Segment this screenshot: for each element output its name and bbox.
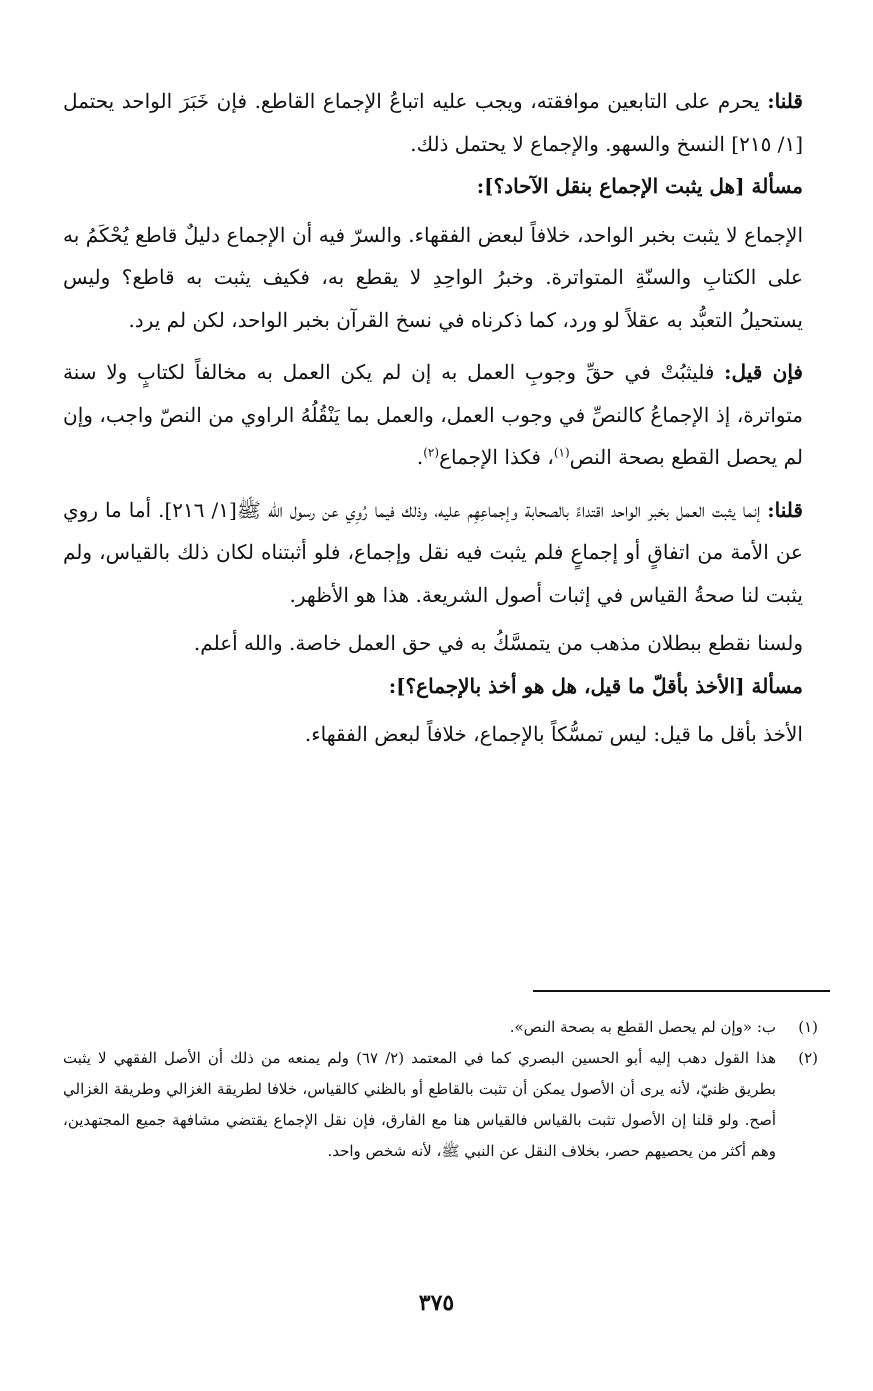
footnote-separator <box>533 990 830 992</box>
paragraph-text: الأخذ بأقل ما قيل: ليس تمسُّكاً بالإجماع، خلافاً لبعض الفقهاء. <box>304 722 803 746</box>
paragraph-text: الإجماع لا يثبت بخبر الواحد، خلافاً لبعض الفقهاء. والسرّ فيه أن الإجماع دليلٌ قاطع يُحْكَمُ به على الكتابِ والسنّةِ المتواترة. وخبرُ الواحِدِ لا يقطع به، فكيف يثبت به قاطع؟ وليس يستحيلُ التعبُّد به عقلاً لو ورد، كما ذكرناه في نسخ القرآن بخبر الواحد، لكن لم يرد. <box>63 222 803 332</box>
section-heading-2: مسألة [الأخذ بأقلّ ما قيل، هل هو أخذ بالإجماع؟]: <box>388 673 803 698</box>
paragraph-text: إنما يثبت العمل بخبر الواحد اقتداءً بالصحابة وإجماعِهِم عليه، وذلك فيما رُوِي عن رسول الله ﷺ[١/ ٢١٦]. أما ما روي عن الأمة من اتفاقٍ أو إجماعٍ فلم يثبت فيه نقل وإجماع، فلو أثبتناه لكان ذلك بالقياس، ولم يثبت لنا صحةُ القياس في إثبات أصول الشريعة. هذا هو الأظهر. <box>63 497 803 607</box>
footnote-number: (٢) <box>798 1049 818 1067</box>
main-text <box>63 80 803 756</box>
paragraph-lead: فإن قيل: <box>724 360 803 384</box>
paragraph-1 <box>63 80 803 165</box>
paragraph-6 <box>63 713 803 756</box>
paragraph-text-continued: ، فكذا الإجماع <box>439 445 554 469</box>
paragraph-lead: قلنا: <box>767 89 803 113</box>
footnote-ref-2[interactable]: (٢) <box>423 445 440 460</box>
paragraph-text-end: . <box>416 445 424 469</box>
paragraph-2 <box>63 214 803 342</box>
section-heading-1: مسألة [هل يثبت الإجماع بنقل الآحاد؟]: <box>476 174 803 198</box>
paragraph-text: فليثبُتْ في حقِّ وجوبِ العمل به إن لم يكن العمل به مخالفاً لكتابٍ ولا سنة متواترة، إذ الإجماعُ كالنصِّ في وجوب العمل، والعمل بما يَنْقُلُهُ الراوي من النصّ واجب، وإن لم يحصل القطع بصحة النص <box>63 360 803 469</box>
footnote-ref-1[interactable]: (١) <box>553 445 570 460</box>
page-number: ٣٧٥ <box>418 1290 455 1316</box>
footnote-2 <box>63 1043 818 1167</box>
footnote-text: هذا القول دهب إليه أبو الحسين البصري كما في المعتمد (٢/ ٦٧) ولم يمنعه من ذلك أن الأصل الفقهي لا يثبت بطريق ظنيّ، لأنه يرى أن الأصول يمكن أن تثبت بالقاطع أو بالظني كالقياس، خلافا لطريقة الغزالي وطريقة الغزالي أصح. ولو قلنا إن الأصول تثبت بالقياس فالقياس هنا مع الفارق، فإن نقل الإجماع يقتضي مشافهة جميع المجتهدين، وهم أكثر من يحصيهم حصر، بخلاف النقل عن النبي ﷺ، لأنه شخص واحد. <box>63 1049 776 1160</box>
footnote-text: ب: «وإن لم يحصل القطع به بصحة النص». <box>509 1018 776 1036</box>
footnote-1 <box>63 1012 818 1043</box>
paragraph-3 <box>63 351 803 479</box>
paragraph-lead: قلنا: <box>767 497 803 522</box>
paragraph-text: ولسنا نقطع ببطلان مذهب من يتمسَّكُ به في حق العمل خاصة. والله أعلم. <box>193 631 803 655</box>
paragraph-4 <box>63 489 803 617</box>
footnote-number: (١) <box>798 1018 818 1036</box>
footnotes <box>63 1012 818 1167</box>
paragraph-text: يحرم على التابعين موافقته، ويجب عليه اتباعُ الإجماع القاطع. فإن خَبَرَ الواحد يحتمل [١/ ٢١٥] النسخ والسهو. والإجماع لا يحتمل ذلك. <box>63 89 803 156</box>
paragraph-5 <box>63 622 803 665</box>
